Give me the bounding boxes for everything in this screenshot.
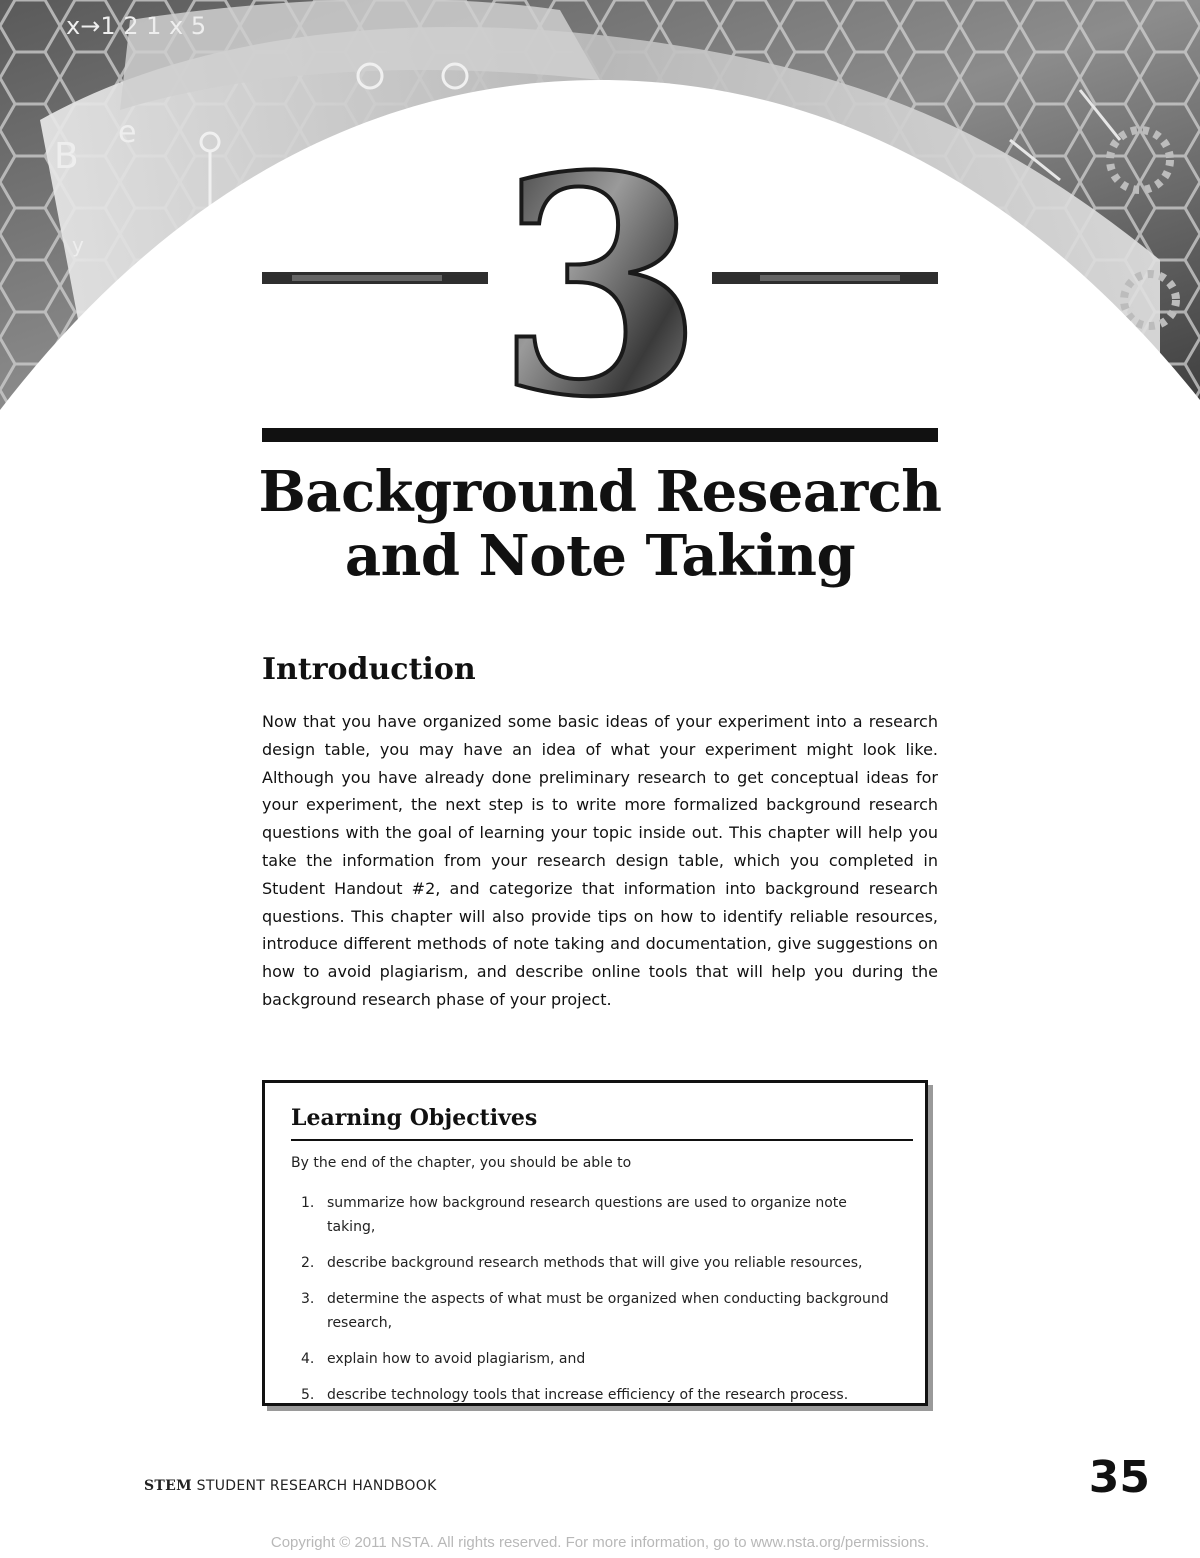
introduction-paragraph: Now that you have organized some basic ideas of your experiment into a research design table, you may have an idea of what your experiment might look like. Although you have already done preliminary research to get conceptual ideas for your experiment, the next step is to write more formalized background research questions with the goal of learning your topic inside out. This chapter will help you take the information from your research design table, which you completed in Student Handout #2, and categorize that information into background research questions. This chapter will also provide tips on how to identify reliable resources, introduce different methods of note taking and documentation, give suggestions on how to avoid plagiarism, and describe online tools that will help you during the background research phase of your project. [262, 712, 938, 1009]
objective-number: 1. [301, 1195, 315, 1211]
copyright-notice: Copyright © 2011 NSTA. All rights reserved. For more information, go to www.nsta.org/permissions. [270, 1534, 930, 1551]
chapter-number: 3 [495, 110, 705, 420]
objective-item [291, 1383, 891, 1407]
objective-text: describe technology tools that increase efficiency of the research process. [327, 1387, 849, 1403]
learning-objectives-box [262, 1080, 928, 1406]
objective-item [291, 1191, 891, 1239]
chapter-title [200, 460, 1000, 588]
title-divider-rule [262, 428, 938, 442]
objective-text: describe background research methods that will give you reliable resources, [327, 1255, 863, 1271]
objective-number: 5. [301, 1387, 315, 1403]
objective-item [291, 1347, 891, 1371]
objective-item [291, 1287, 891, 1335]
learning-objectives-rule [291, 1139, 913, 1141]
objective-number: 3. [301, 1291, 315, 1307]
chapter-title-line-2: and Note Taking [344, 523, 856, 589]
objective-number: 4. [301, 1351, 315, 1367]
page-number: 35 [1088, 1452, 1150, 1503]
objective-text: explain how to avoid plagiarism, and [327, 1351, 586, 1367]
learning-objectives-heading: Learning Objectives [291, 1105, 538, 1131]
banner-letter-b: B [54, 136, 79, 177]
footer-book-prefix: STEM [144, 1478, 192, 1494]
banner-math-glyphs: x→1 2 1 x 5 [66, 12, 207, 40]
chapter-title-line-1: Background Research [258, 459, 942, 525]
objective-item [291, 1251, 891, 1275]
objective-number: 2. [301, 1255, 315, 1271]
chapter-banner-artwork [0, 0, 1200, 420]
learning-objectives-list [291, 1191, 891, 1419]
objective-text: summarize how background research questions are used to organize note taking, [327, 1195, 847, 1235]
banner-letter-e: e [118, 115, 137, 150]
introduction-heading: Introduction [262, 652, 476, 687]
learning-objectives-lead: By the end of the chapter, you should be able to [291, 1155, 632, 1171]
objective-text: determine the aspects of what must be organized when conducting background research, [327, 1291, 889, 1331]
footer-book-rest: STUDENT RESEARCH HANDBOOK [191, 1478, 437, 1494]
footer-book-title [144, 1478, 437, 1494]
banner-letter-y: y [72, 233, 84, 257]
